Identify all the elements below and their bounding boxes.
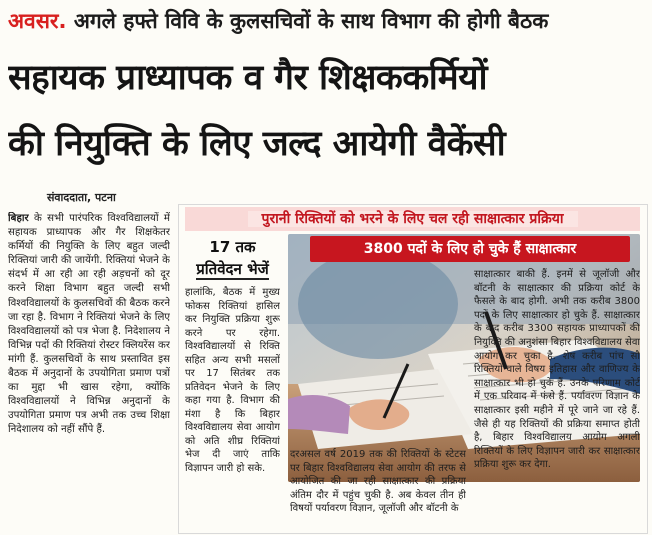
kicker-line	[8, 4, 648, 38]
lead-word: बिहार	[8, 213, 29, 224]
article-column-4	[474, 268, 640, 532]
feature-banner-text: पुरानी रिक्तियों को भरने के लिए चल रही साक्षात्कार प्रक्रिया	[248, 211, 578, 227]
column-4-text: साक्षात्कार बाकी हैं. इनमें से जूलॉजी और बॉटनी के साक्षात्कार की प्रक्रिया कोर्ट के फैसले के बाद होगी. अभी तक करीब 3800 पदों के लिए साक्षात्कार हो चुके हैं. साक्षात्कार के बाद करीब 3300 सहायक प्राध्यापकों की नियुक्ति की अनुशंसा बिहार विश्वविद्यालय सेवा आयोग कर चुका है. शेष करीब पांच सौ रिक्तियों वाले विषय इतिहास और वाणिज्य के साक्षात्कार भी हो चुके हैं. उनके परिणाम कोर्ट में एक परिवाद में फंसे हैं. पर्यावरण विज्ञान के साक्षात्कार इसी महीने में पूरे जाने जा रहे हैं. जैसे ही यह रिक्तियों की प्रक्रिया समाप्त होती है, बिहार विश्वविद्यालय आयोग अगली रिक्तियों के लिए विज्ञापन जारी कर साक्षात्कार प्रक्रिया शुरू कर देगा.	[474, 269, 640, 471]
kicker-tag: अवसर	[8, 9, 59, 33]
headline-line-1: सहायक प्राध्यापक व गैर शिक्षककर्मियों	[8, 58, 488, 98]
subheading-line-2: प्रतिवेदन भेजें	[196, 260, 269, 278]
photo-caption: 3800 पदों के लिए हो चुके हैं साक्षात्कार	[310, 236, 630, 262]
article-column-1	[8, 212, 170, 532]
kicker-text: अगले हफ्ते विवि के कुलसचिवों के साथ विभाग की होगी बैठक	[73, 9, 549, 33]
subheading-line-1: 17 तक	[209, 238, 256, 256]
column-2-text: हालांकि, बैठक में मुख्य फोकस रिक्तियां हासिल कर नियुक्ति प्रक्रिया शुरू करने पर रहेगा. विश्वविद्यालयों से रिक्ति सहित अन्य सभी मसलों पर 17 सितंबर तक प्रतिवेदन भेजने के लिए कहा गया है. विभाग की मंशा है कि बिहार विश्वविद्यालय सेवा आयोग को अति शीघ्र रिक्तियां भेज दी जाएं ताकि विज्ञापन जारी हो सके.	[185, 287, 280, 474]
subheading	[185, 236, 280, 282]
kicker-separator: .	[58, 9, 67, 33]
column-3-text: दरअसल वर्ष 2019 तक की रिक्तियों के स्टेटस पर बिहार विश्वविद्यालय सेवा आयोग की तरफ से आयोजित की जा रही साक्षात्कार की प्रक्रिया अंतिम दौर में पहुंच चुकी है. अब केवल तीन ही विषयों पर्यावरण विज्ञान, जूलॉजी और बॉटनी के	[290, 449, 466, 515]
byline: संवाददाता, पटना	[47, 191, 116, 204]
column-1-text: के सभी पारंपरिक विश्वविद्यालयों में सहायक प्राध्यापक और गैर शिक्षकेतर कर्मियों की नियुक्ति के लिए बहुत जल्दी रिक्तियां जारी की जायेंगी. रिक्तियां भेजने के संदर्भ में आ रही आ रही अड़चनों को दूर करने शिक्षा विभाग बहुत जल्दी सभी विश्वविद्यालयों के कुलसचिवों की बैठक करने जा रहा है. विभाग ने रिक्तियां भेजने के लिए विश्वविद्यालयों को पत्र भेजा है. निदेशालय ने विभिन्न पदों की रिक्तियां रोस्टर क्लियरेंस कर मांगी हैं. कुलसचिवों के साथ प्रस्तावित इस बैठक में अनुदानों के उपयोगिता प्रमाण पत्रों का मुद्दा भी खास रहेगा, क्योंकि विश्वविद्यालयों ने विभिन्न अनुदानों के उपयोगिता प्रमाण पत्र अभी तक उच्च शिक्षा निदेशालय को नहीं सौंपे हैं.	[8, 213, 170, 436]
headline-line-2: की नियुक्ति के लिए जल्द आयेगी वैकेंसी	[8, 124, 506, 164]
article-column-3	[290, 448, 466, 532]
feature-banner	[185, 207, 640, 231]
article-column-2	[185, 286, 280, 530]
